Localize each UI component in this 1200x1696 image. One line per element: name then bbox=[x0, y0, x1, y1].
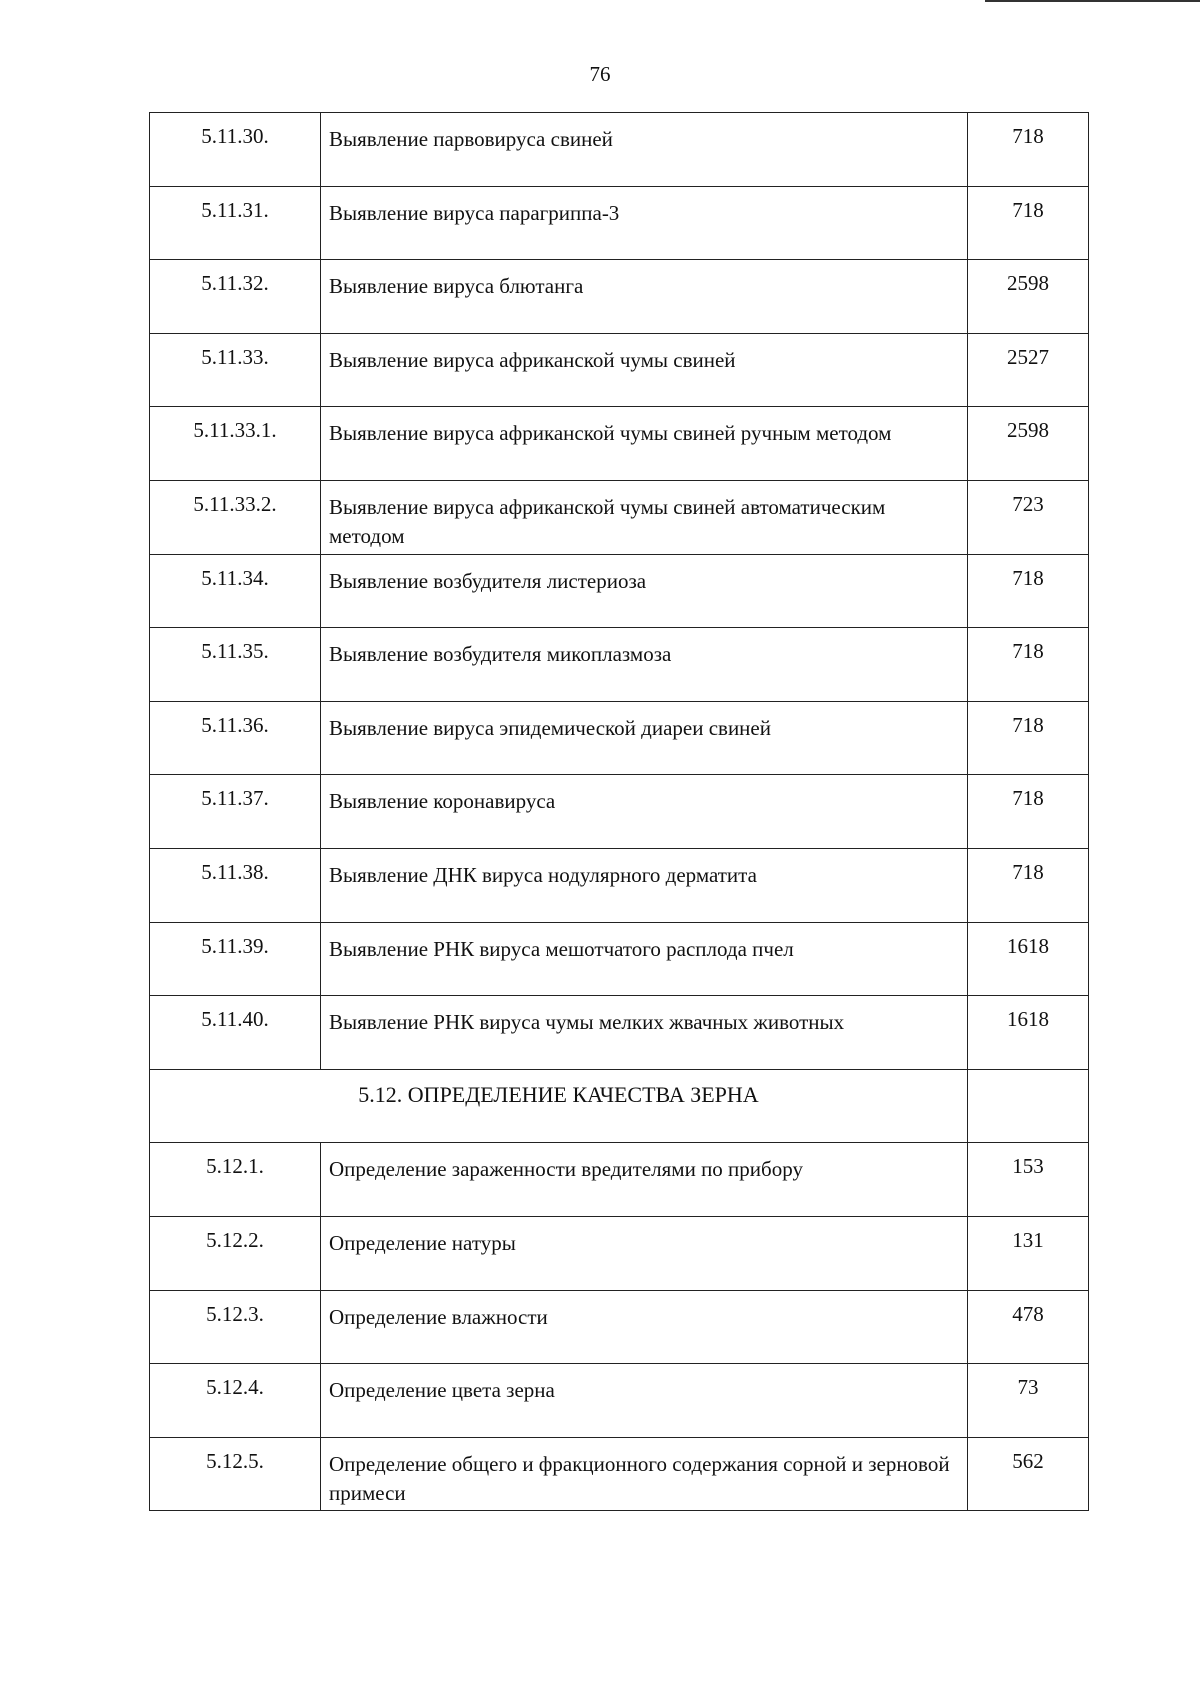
row-price: 718 bbox=[968, 186, 1089, 260]
tariff-table-body bbox=[150, 113, 1089, 1511]
table-row bbox=[150, 996, 1089, 1070]
row-number: 5.11.38. bbox=[150, 848, 321, 922]
row-service-name: Определение влажности bbox=[321, 1290, 968, 1364]
page-number: 76 bbox=[589, 62, 611, 86]
row-price: 718 bbox=[968, 554, 1089, 628]
row-price: 153 bbox=[968, 1143, 1089, 1217]
row-price: 718 bbox=[968, 701, 1089, 775]
row-number: 5.11.31. bbox=[150, 186, 321, 260]
section-price-empty bbox=[968, 1069, 1089, 1143]
row-price: 2598 bbox=[968, 260, 1089, 334]
table-row bbox=[150, 848, 1089, 922]
section-header-row bbox=[150, 1069, 1089, 1143]
row-service-name: Выявление ДНК вируса нодулярного дерматита bbox=[321, 848, 968, 922]
table-row bbox=[150, 554, 1089, 628]
table-row bbox=[150, 1364, 1089, 1438]
row-service-name: Выявление коронавируса bbox=[321, 775, 968, 849]
row-service-name: Определение цвета зерна bbox=[321, 1364, 968, 1438]
row-price: 562 bbox=[968, 1437, 1089, 1511]
table-row bbox=[150, 333, 1089, 407]
row-service-name: Определение общего и фракционного содержания сорной и зерновой примеси bbox=[321, 1437, 968, 1511]
row-number: 5.11.33.1. bbox=[150, 407, 321, 481]
row-number: 5.11.33.2. bbox=[150, 480, 321, 554]
scan-edge-rule bbox=[985, 0, 1200, 2]
row-number: 5.11.39. bbox=[150, 922, 321, 996]
row-number: 5.11.37. bbox=[150, 775, 321, 849]
row-price: 718 bbox=[968, 113, 1089, 187]
row-service-name: Определение натуры bbox=[321, 1216, 968, 1290]
row-service-name: Выявление парвовируса свиней bbox=[321, 113, 968, 187]
table-row bbox=[150, 113, 1089, 187]
row-service-name: Выявление вируса эпидемической диареи свиней bbox=[321, 701, 968, 775]
row-price: 1618 bbox=[968, 996, 1089, 1070]
row-price: 718 bbox=[968, 775, 1089, 849]
row-number: 5.11.32. bbox=[150, 260, 321, 334]
section-title: 5.12. ОПРЕДЕЛЕНИЕ КАЧЕСТВА ЗЕРНА bbox=[150, 1069, 968, 1143]
row-service-name: Выявление вируса блютанга bbox=[321, 260, 968, 334]
row-price: 723 bbox=[968, 480, 1089, 554]
table-row bbox=[150, 480, 1089, 554]
table-row bbox=[150, 922, 1089, 996]
row-service-name: Выявление вируса парагриппа-3 bbox=[321, 186, 968, 260]
table-row bbox=[150, 1437, 1089, 1511]
row-service-name: Выявление возбудителя микоплазмоза bbox=[321, 628, 968, 702]
table-row bbox=[150, 1216, 1089, 1290]
tariff-table bbox=[149, 112, 1089, 1511]
row-number: 5.11.34. bbox=[150, 554, 321, 628]
row-service-name: Выявление РНК вируса чумы мелких жвачных животных bbox=[321, 996, 968, 1070]
table-row bbox=[150, 260, 1089, 334]
table-row bbox=[150, 628, 1089, 702]
row-number: 5.11.35. bbox=[150, 628, 321, 702]
row-price: 73 bbox=[968, 1364, 1089, 1438]
row-price: 2527 bbox=[968, 333, 1089, 407]
row-number: 5.12.5. bbox=[150, 1437, 321, 1511]
row-price: 131 bbox=[968, 1216, 1089, 1290]
row-price: 2598 bbox=[968, 407, 1089, 481]
row-service-name: Выявление вируса африканской чумы свиней bbox=[321, 333, 968, 407]
row-service-name: Определение зараженности вредителями по прибору bbox=[321, 1143, 968, 1217]
row-service-name: Выявление вируса африканской чумы свиней автоматическим методом bbox=[321, 480, 968, 554]
row-number: 5.11.30. bbox=[150, 113, 321, 187]
table-row bbox=[150, 407, 1089, 481]
row-number: 5.12.4. bbox=[150, 1364, 321, 1438]
row-price: 718 bbox=[968, 848, 1089, 922]
table-row bbox=[150, 775, 1089, 849]
row-price: 1618 bbox=[968, 922, 1089, 996]
row-service-name: Выявление РНК вируса мешотчатого расплода пчел bbox=[321, 922, 968, 996]
row-number: 5.12.3. bbox=[150, 1290, 321, 1364]
row-number: 5.12.1. bbox=[150, 1143, 321, 1217]
table-row bbox=[150, 701, 1089, 775]
row-number: 5.11.40. bbox=[150, 996, 321, 1070]
table-row bbox=[150, 1290, 1089, 1364]
table-row bbox=[150, 186, 1089, 260]
row-price: 478 bbox=[968, 1290, 1089, 1364]
row-price: 718 bbox=[968, 628, 1089, 702]
row-service-name: Выявление вируса африканской чумы свиней ручным методом bbox=[321, 407, 968, 481]
row-number: 5.11.36. bbox=[150, 701, 321, 775]
row-number: 5.11.33. bbox=[150, 333, 321, 407]
table-row bbox=[150, 1143, 1089, 1217]
row-service-name: Выявление возбудителя листериоза bbox=[321, 554, 968, 628]
row-number: 5.12.2. bbox=[150, 1216, 321, 1290]
